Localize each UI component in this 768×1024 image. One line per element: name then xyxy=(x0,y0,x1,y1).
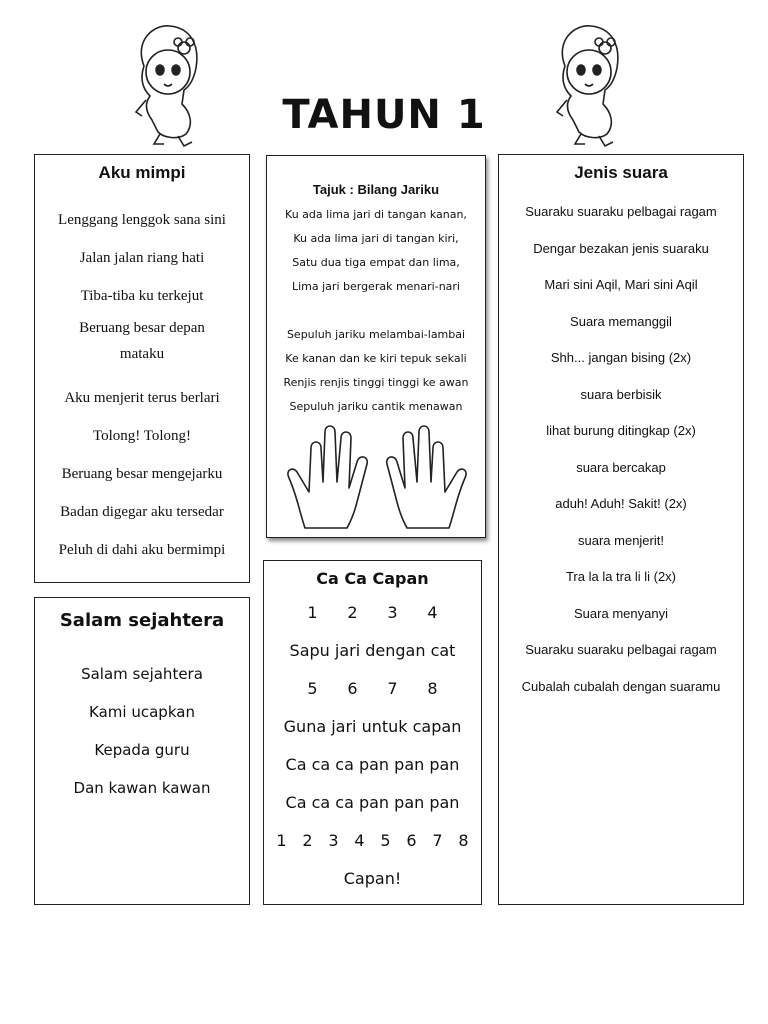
number-row xyxy=(264,822,481,860)
lyric-line: lihat burung ditingkap (2x) xyxy=(546,423,696,438)
lyric-line: Beruang besar mengejarku xyxy=(61,466,223,482)
song-box-ca-ca-capan xyxy=(263,560,482,905)
number-row xyxy=(264,594,481,632)
song-lyrics xyxy=(499,194,743,705)
number: 4 xyxy=(427,603,438,622)
number: 7 xyxy=(432,831,443,850)
lyric-line: Renjis renjis tinggi tinggi ke awan xyxy=(283,376,469,389)
number-row xyxy=(264,670,481,708)
lyric-line: Sepuluh jariku cantik menawan xyxy=(289,400,463,413)
lyric-line: Lima jari bergerak menari-nari xyxy=(291,280,460,293)
lyric-line: Ku ada lima jari di tangan kanan, xyxy=(285,208,467,221)
lyric-line: suara berbisik xyxy=(580,386,662,402)
lyric-line: Satu dua tiga empat dan lima, xyxy=(292,256,460,269)
number: 5 xyxy=(307,679,318,698)
number: 7 xyxy=(387,679,398,698)
song-box-salam-sejahtera xyxy=(34,597,250,905)
lyric-line: Lenggang lenggok sana sini xyxy=(58,212,226,228)
number: 6 xyxy=(406,831,417,850)
lyric-line: Suara menyanyi xyxy=(574,605,668,621)
number: 4 xyxy=(354,831,365,850)
lyric-line: Ca ca ca pan pan pan xyxy=(285,793,460,812)
lyric-line: Tolong! Tolong! xyxy=(92,428,192,444)
lyric-line: Badan digegar aku tersedar xyxy=(60,504,224,520)
number: 5 xyxy=(380,831,391,850)
song-title: Aku mimpi xyxy=(98,163,186,182)
song-title: Salam sejahtera xyxy=(59,610,225,631)
lyric-line: Tra la la tra li li (2x) xyxy=(565,569,677,584)
number: 3 xyxy=(387,603,398,622)
lyric-line: Ca ca ca pan pan pan xyxy=(285,755,460,774)
number: 3 xyxy=(328,831,339,850)
lyric-line: Guna jari untuk capan xyxy=(283,717,462,736)
lyric-line: Peluh di dahi aku bermimpi xyxy=(58,542,226,558)
lyric-line: Shh... jangan bising (2x) xyxy=(550,350,692,365)
song-lyrics xyxy=(35,201,249,569)
song-title: Tajuk : Bilang Jariku xyxy=(312,182,440,197)
song-lyrics xyxy=(267,203,485,419)
song-box-jenis-suara xyxy=(498,154,744,905)
lyric-line: Cubalah cubalah dengan suaramu xyxy=(521,678,721,694)
lyric-line: suara bercakap xyxy=(576,459,666,475)
number: 6 xyxy=(347,679,358,698)
number: 2 xyxy=(302,831,313,850)
number: 8 xyxy=(427,679,438,698)
lyric-line: aduh! Aduh! Sakit! (2x) xyxy=(555,496,687,511)
song-lyrics xyxy=(35,655,249,807)
song-box-bilang-jariku xyxy=(266,155,486,538)
song-lyrics xyxy=(264,594,481,898)
lyric-line: Mari sini Aqil, Mari sini Aqil xyxy=(544,277,698,292)
lyric-line: Sepuluh jariku melambai-lambai xyxy=(286,328,466,341)
lyric-line: Aku menjerit terus berlari xyxy=(64,390,220,406)
lyric-line: Dengar bezakan jenis suaraku xyxy=(533,240,709,256)
hands-illustration xyxy=(285,418,469,534)
song-title: Ca Ca Capan xyxy=(316,569,429,588)
number: 1 xyxy=(307,603,318,622)
lyric-line: Dan kawan kawan xyxy=(73,779,211,797)
lyric-line: Ke kanan dan ke kiri tepuk sekali xyxy=(285,352,467,365)
number: 2 xyxy=(347,603,358,622)
lyric-line: Capan! xyxy=(343,869,402,888)
lyric-line: suara menjerit! xyxy=(578,532,664,548)
lyric-line: Beruang besar depan mataku xyxy=(79,320,205,362)
lyric-line: Kami ucapkan xyxy=(89,703,195,721)
lyric-line: Tiba-tiba ku terkejut xyxy=(80,288,204,304)
number: 8 xyxy=(458,831,469,850)
lyric-line: Kepada guru xyxy=(94,741,190,759)
lyric-line: Salam sejahtera xyxy=(81,665,203,683)
lyric-line: Suara memanggil xyxy=(570,313,672,329)
lyric-line: Suaraku suaraku pelbagai ragam xyxy=(525,204,717,219)
lyric-line: Jalan jalan riang hati xyxy=(79,250,205,266)
lyric-line: Sapu jari dengan cat xyxy=(289,641,456,660)
page-title: TAHUN 1 xyxy=(282,92,486,138)
lyric-line: Suaraku suaraku pelbagai ragam xyxy=(525,642,717,657)
number: 1 xyxy=(276,831,287,850)
song-box-aku-mimpi xyxy=(34,154,250,583)
lyric-line: Ku ada lima jari di tangan kiri, xyxy=(293,232,459,245)
song-title: Jenis suara xyxy=(574,163,668,182)
